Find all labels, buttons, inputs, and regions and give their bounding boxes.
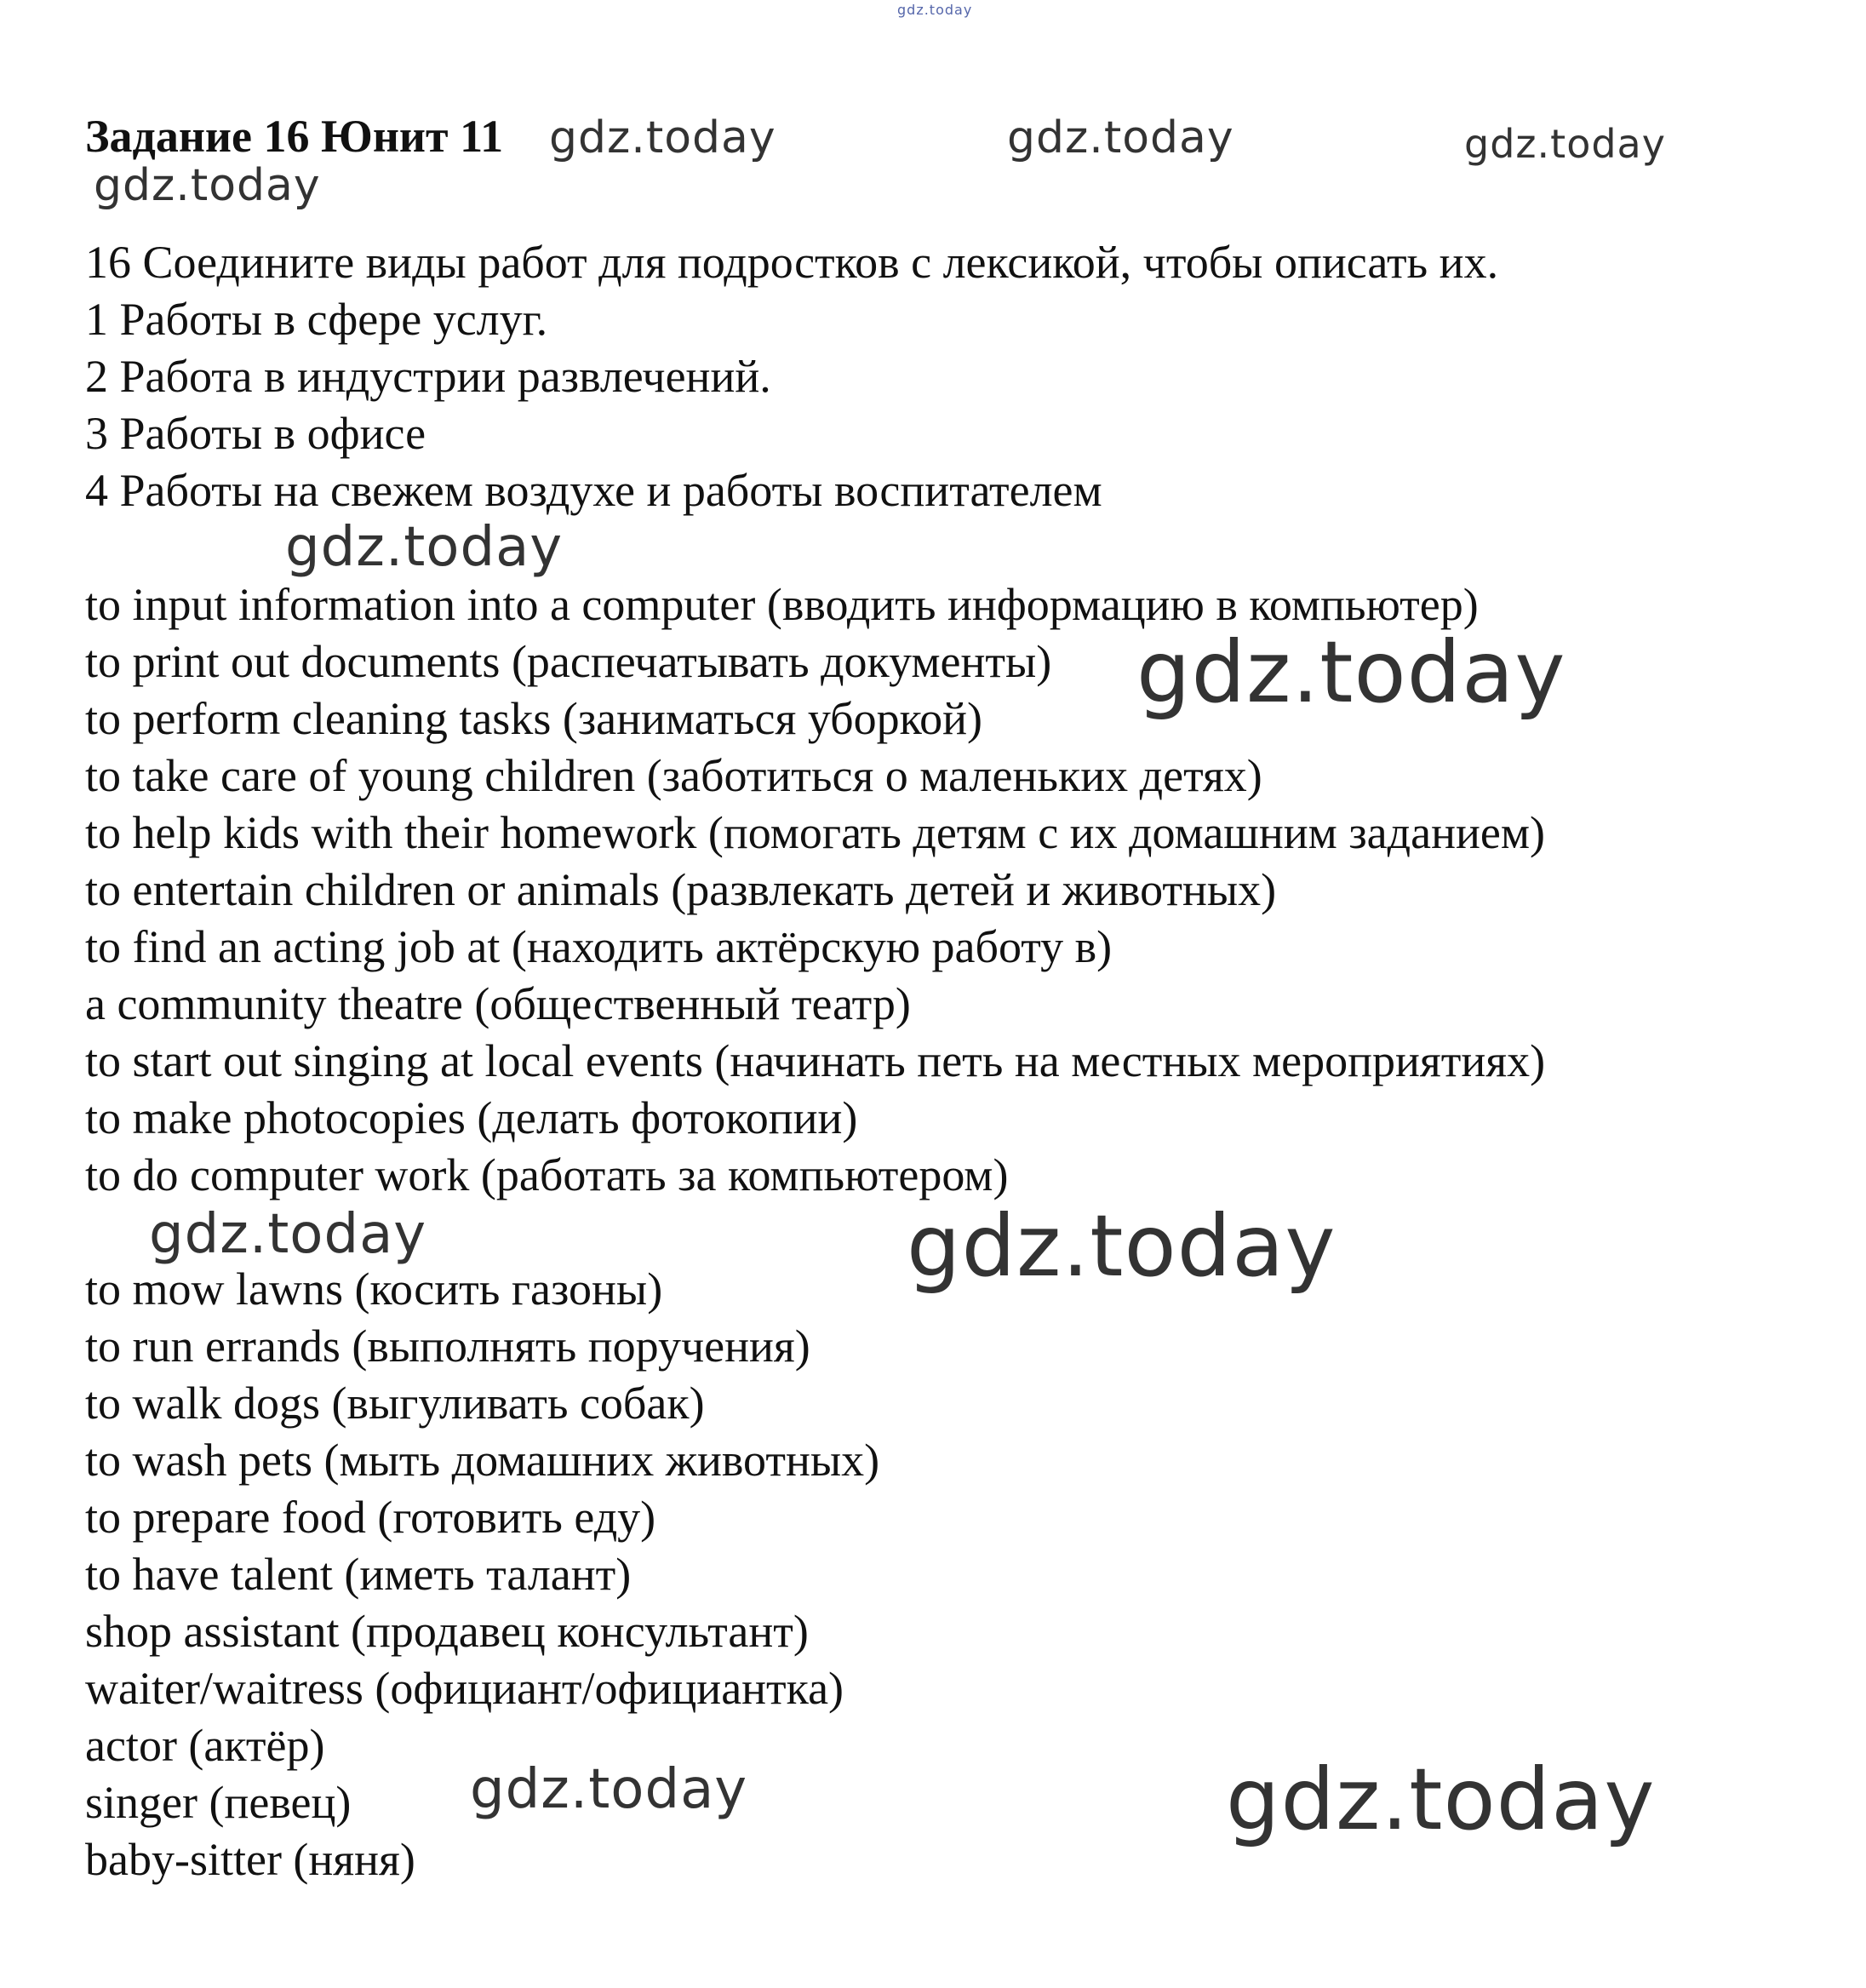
watermark: gdz.today [907,1196,1337,1296]
vocab-item: to print out documents (распечатывать документы) [85,636,1052,687]
page-title: Задание 16 Юнит 11 [85,111,504,162]
category-item: 4 Работы на свежем воздухе и работы воспитателем [85,465,1102,516]
watermark: gdz.today [1226,1750,1656,1849]
vocab-item: to do computer work (работать за компьютером) [85,1149,1009,1200]
vocab-item: to help kids with their homework (помогать детям с их домашним заданием) [85,807,1546,858]
vocab-item: baby-sitter (няня) [85,1834,415,1885]
vocab-item: to wash pets (мыть домашних животных) [85,1435,880,1486]
watermark: gdz.today [94,160,321,211]
vocab-item: a community theatre (общественный театр) [85,978,911,1029]
vocab-item: to mow lawns (косить газоны) [85,1263,663,1315]
watermark: gdz.today [1007,112,1234,163]
vocab-item: shop assistant (продавец консультант) [85,1606,809,1657]
watermark: gdz.today [285,516,564,579]
vocab-item: to input information into a computer (вводить информацию в компьютер) [85,579,1479,630]
vocab-item: actor (актёр) [85,1720,325,1771]
task-text: 16 Соедините виды работ для подростков с лексикой, чтобы описать их. [85,237,1499,288]
watermark: gdz.today [149,1203,427,1266]
watermark: gdz.today [549,112,776,163]
watermark: gdz.today [1464,121,1666,167]
vocab-item: to perform cleaning tasks (заниматься уборкой) [85,693,982,744]
vocab-item: waiter/waitress (официант/официантка) [85,1663,844,1714]
category-item: 3 Работы в офисе [85,408,426,459]
vocab-item: to take care of young children (заботиться о маленьких детях) [85,750,1262,801]
vocab-item: to find an acting job at (находить актёрскую работу в) [85,921,1113,972]
vocab-item: to walk dogs (выгуливать собак) [85,1378,705,1429]
watermark: gdz.today [1136,622,1566,722]
vocab-item: to run errands (выполнять поручения) [85,1321,810,1372]
vocab-item: to have talent (иметь талант) [85,1549,632,1600]
watermark: gdz.today [470,1758,748,1821]
vocab-item: to entertain children or animals (развлекать детей и животных) [85,864,1277,915]
vocab-item: to make photocopies (делать фотокопии) [85,1092,858,1143]
category-item: 2 Работа в индустрии развлечений. [85,351,771,402]
vocab-item: singer (певец) [85,1777,352,1828]
vocab-item: to prepare food (готовить еду) [85,1492,656,1543]
watermark-top: gdz.today [897,2,973,18]
category-item: 1 Работы в сфере услуг. [85,294,548,345]
vocab-item: to start out singing at local events (начинать петь на местных мероприятиях) [85,1035,1546,1086]
